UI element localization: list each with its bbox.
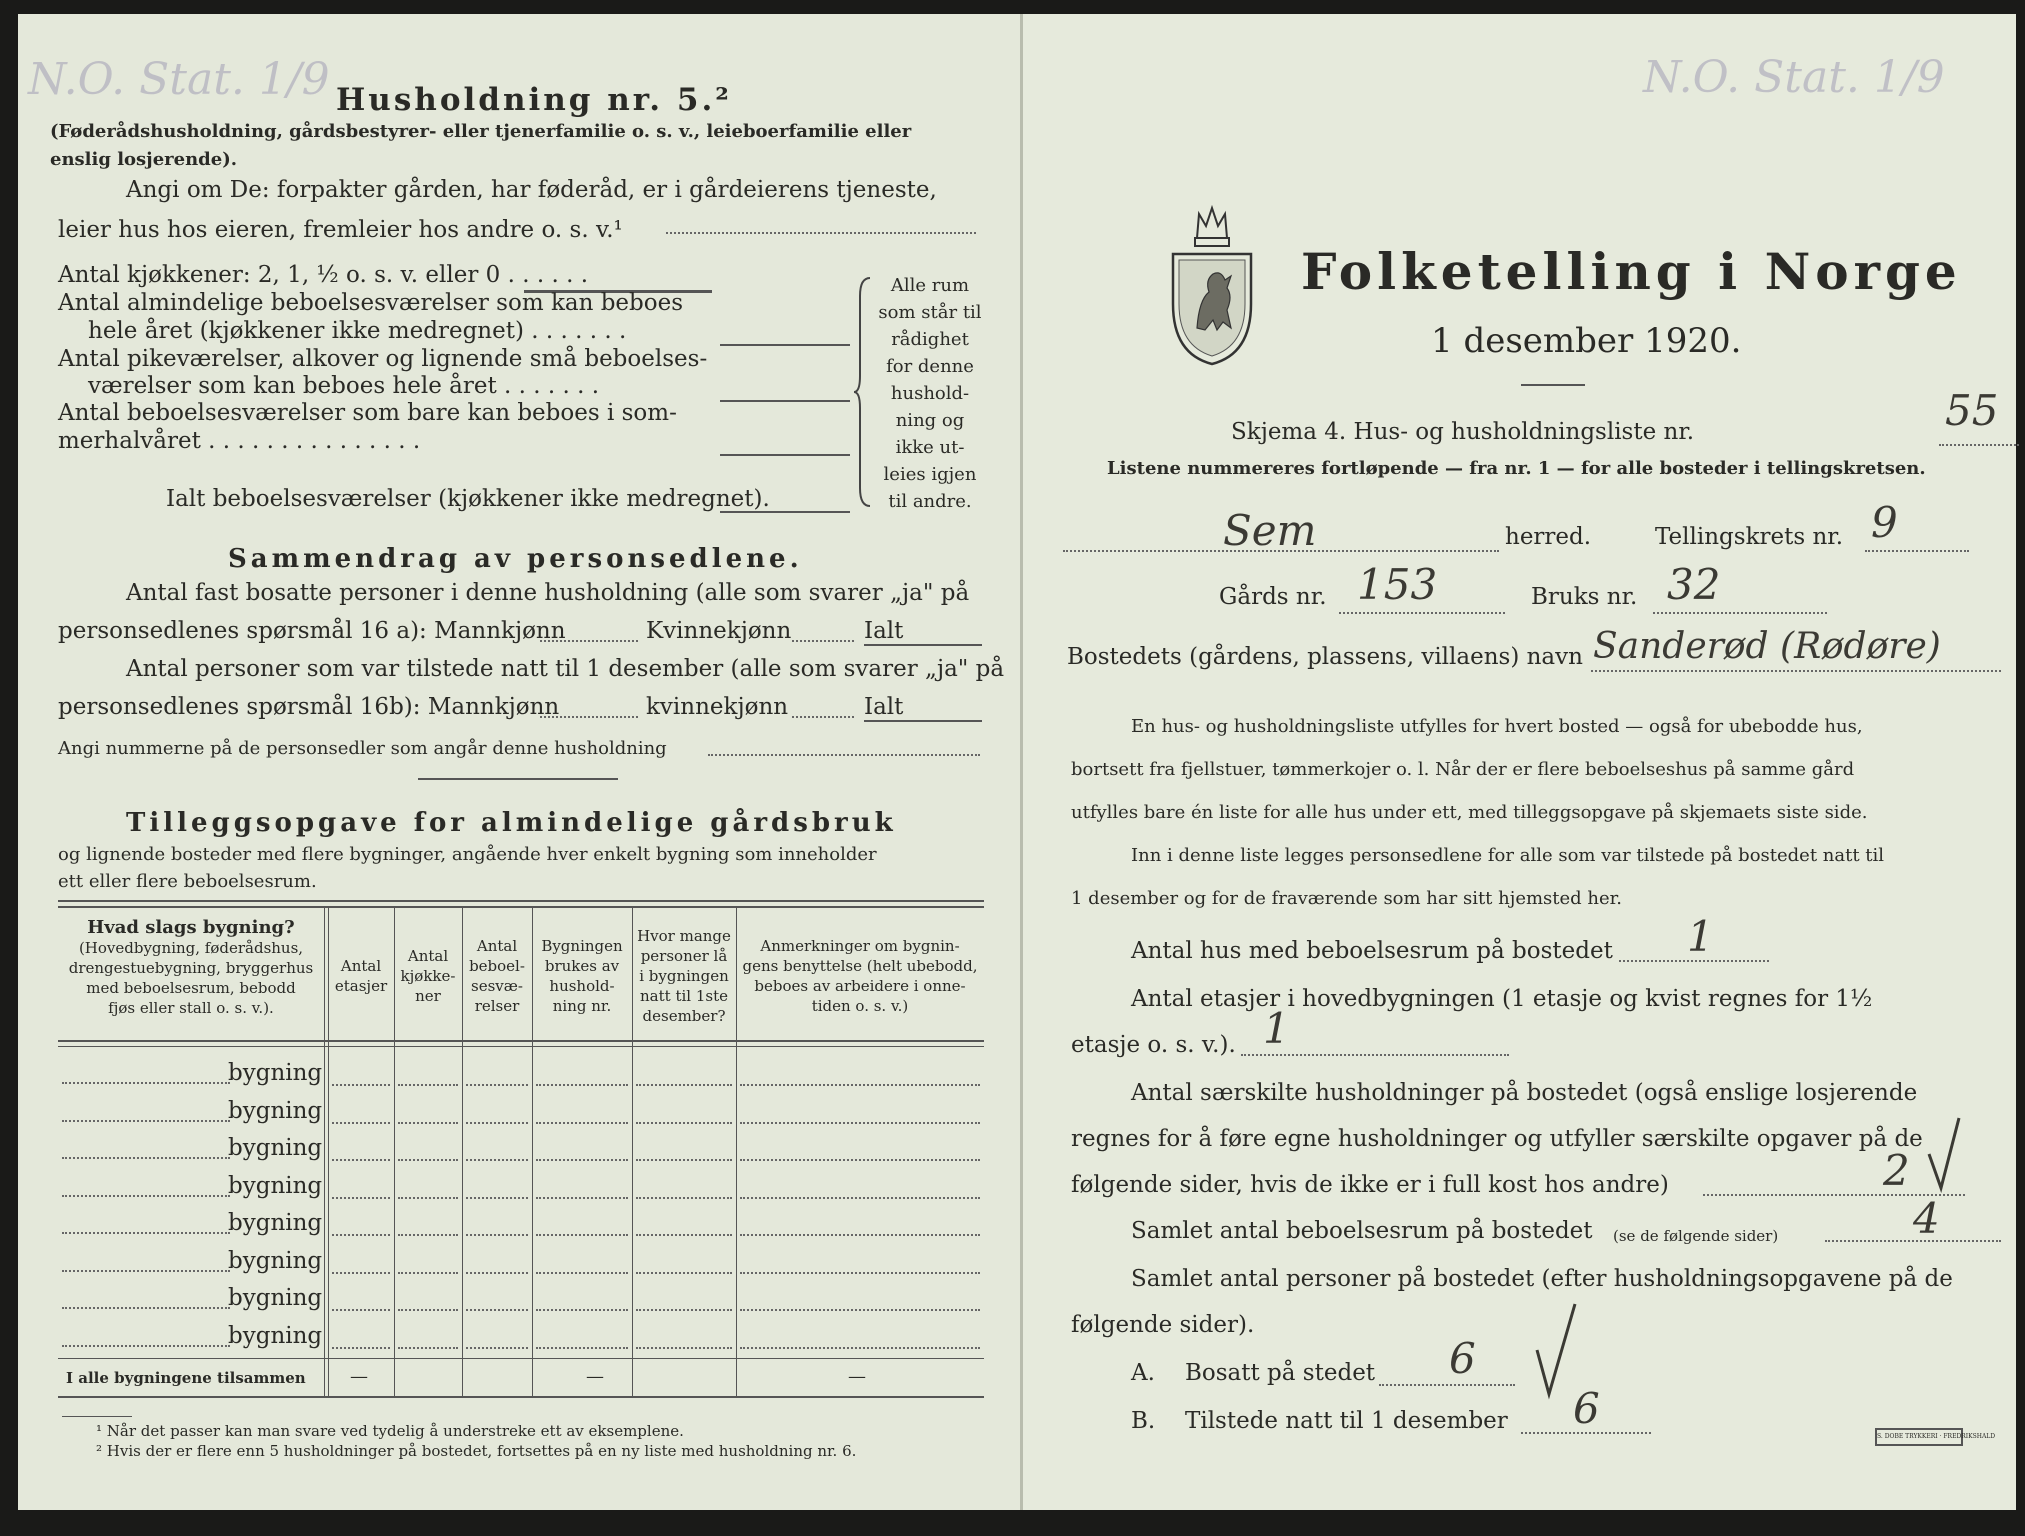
total-dash-husholdning: — [586, 1366, 604, 1387]
sammendrag-title: Sammendrag av personsedlene. [228, 544, 803, 574]
table-cell-line [740, 1309, 980, 1311]
gards-line [1339, 612, 1505, 614]
sommer-label-2: merhalvåret . . . . . . . . . . . . . . . [58, 428, 421, 454]
tilstede-line [1521, 1432, 1651, 1434]
census-title: Folketelling i Norge [1301, 242, 1962, 301]
etasjer-value: 1 [1263, 1004, 1290, 1053]
table-top-rule-2 [58, 906, 984, 908]
table-cell-line [740, 1084, 980, 1086]
skjema-label: Skjema 4. Hus- og husholdningsliste nr. [1231, 419, 1695, 445]
table-cell-line [398, 1272, 458, 1274]
pike-label-2: værelser som kan beboes hele året . . . . . . . [88, 373, 600, 399]
census-date: 1 desember 1920. [1431, 321, 1742, 361]
instructions-3: utfylles bare én liste for alle hus under ett, med tilleggsopgave på skjemaets siste side. [1071, 802, 1868, 823]
bygning-name-field [62, 1270, 230, 1272]
col-header-personer: Hvor mange personer lå i bygningen natt til 1ste desember? [637, 927, 731, 1025]
table-cell-line [466, 1122, 528, 1124]
table-cell-line [636, 1347, 732, 1349]
bygning-name-field [62, 1232, 230, 1234]
table-cell-line [636, 1159, 732, 1161]
beboelse-label-1: Antal almindelige beboelsesværelser som kan beboes [58, 290, 684, 316]
table-cell-line [740, 1272, 980, 1274]
bosatt-line [1379, 1384, 1515, 1386]
hus-label: Antal hus med beboelsesrum på bostedet [1131, 938, 1613, 964]
etasjer-label-1: Antal etasjer i hovedbygningen (1 etasje og kvist regnes for 1½ [1131, 986, 1873, 1012]
instructions-1: En hus- og husholdningsliste utfylles for hvert bosted — også for ubebodde hus, [1131, 716, 1863, 737]
printer-stamp: S. DOBE TRYKKERI · FREDRIKSHALD [1875, 1428, 1963, 1446]
fast-ialt-field [864, 644, 982, 646]
table-cell-line [332, 1309, 390, 1311]
listene-note: Listene nummereres fortløpende — fra nr. 1 — for alle bosteder i tellingskretsen. [1107, 458, 1926, 479]
fast-kvinne-label: Kvinnekjønn [646, 618, 792, 644]
total-rule [58, 1358, 984, 1359]
table-cell-line [536, 1234, 628, 1236]
tilstede-line-1: Antal personer som var tilstede natt til 1 desember (alle som svarer „ja" på [126, 656, 1005, 682]
col-header-bygning: Hvad slags bygning? (Hovedbygning, føderådshus, drengestuebygning, bryggerhus med beboelsesrum, bebodd fjøs eller stall o. s. v.). [68, 917, 314, 1017]
tilstede-kvinne-label: kvinnekjønn [646, 694, 789, 720]
angi-nummer-label: Angi nummerne på de personsedler som angår denne husholdning [58, 738, 667, 759]
table-cell-line [466, 1159, 528, 1161]
table-cell-line [466, 1234, 528, 1236]
faint-handwritten-mark: N.O. Stat. 1/9 [28, 54, 330, 105]
table-cell-line [536, 1122, 628, 1124]
bygning-name-field [62, 1195, 230, 1197]
col-header-anmerkninger: Anmerkninger om bygnin- gens benyttelse (helt ubebodd, beboes av arbeidere i onne- tiden o. s. v.) [742, 937, 978, 1015]
table-cell-line [332, 1272, 390, 1274]
etasjer-label-2: etasje o. s. v.). [1071, 1032, 1236, 1058]
instructions-4: Inn i denne liste legges personsedlene for alle som var tilstede på bostedet natt til [1131, 845, 1885, 866]
bosatt-value: 6 [1449, 1334, 1476, 1383]
bruks-label: Bruks nr. [1531, 584, 1638, 610]
ialt-answer-line [720, 511, 850, 513]
table-cell-line [740, 1234, 980, 1236]
total-dash-anmerkninger: — [848, 1366, 866, 1387]
bygning-name-field [62, 1307, 230, 1309]
tilstede-mann-field [540, 716, 638, 718]
table-cell-line [740, 1197, 980, 1199]
gards-label: Gårds nr. [1219, 584, 1327, 610]
norwegian-coat-of-arms-icon [1169, 204, 1255, 368]
table-cell-line [398, 1197, 458, 1199]
table-cell-line [636, 1122, 732, 1124]
samlet-personer-label-2: følgende sider). [1071, 1312, 1255, 1338]
tellingskrets-label: Tellingskrets nr. [1655, 524, 1844, 550]
title-rule [1521, 384, 1585, 386]
angi-nummer-field [708, 754, 980, 756]
total-dash-etasjer: — [350, 1366, 368, 1387]
table-cell-line [332, 1084, 390, 1086]
col-header-kjokkener: Antal kjøkke- ner [400, 947, 456, 1005]
table-cell-line [398, 1122, 458, 1124]
bygning-label: bygning [228, 1322, 323, 1349]
bosted-label: Bostedets (gårdens, plassens, villaens) navn [1067, 644, 1583, 670]
tilstede-value: 6 [1573, 1384, 1600, 1433]
gards-value: 153 [1357, 560, 1438, 609]
instructions-5: 1 desember og for de fraværende som har sitt hjemsted her. [1071, 888, 1622, 909]
bygning-label: bygning [228, 1097, 323, 1124]
bygning-label: bygning [228, 1247, 323, 1274]
brace-icon [854, 276, 874, 508]
skjema-number: 55 [1945, 386, 1999, 435]
saerskilte-label-3: følgende sider, hvis de ikke er i full kost hos andre) [1071, 1172, 1669, 1198]
table-cell-line [536, 1159, 628, 1161]
col-header-beboelse: Antal beboel- sesvæ- relser [469, 937, 525, 1015]
bygning-label: bygning [228, 1285, 323, 1311]
herred-label: herred. [1505, 524, 1592, 550]
bygning-label: bygning [228, 1135, 323, 1161]
hus-value: 1 [1687, 912, 1714, 961]
bygning-name-field [62, 1345, 230, 1347]
samlet-rum-value: 4 [1913, 1194, 1940, 1243]
samlet-personer-label-1: Samlet antal personer på bostedet (efter husholdningsopgavene på de [1131, 1266, 1953, 1292]
footnote-2: ² Hvis der er flere enn 5 husholdninger på bostedet, fortsettes på en ny liste med husholdning nr. 6. [96, 1442, 857, 1460]
hus-line [1619, 960, 1769, 962]
table-top-rule [58, 900, 984, 902]
table-cell-line [332, 1159, 390, 1161]
col-header-etasjer: Antal etasjer [334, 957, 388, 995]
fast-ialt-label: Ialt [864, 618, 904, 644]
table-cell-line [332, 1234, 390, 1236]
bygning-name-field [62, 1082, 230, 1084]
bosted-value: Sanderød (Rødøre) [1593, 626, 1941, 667]
checkmark-icon [1923, 1114, 1963, 1194]
saerskilte-label-2: regnes for å føre egne husholdninger og utfyller særskilte opgaver på de [1071, 1126, 1923, 1152]
tilstede-label: Tilstede natt til 1 desember [1185, 1408, 1508, 1434]
pike-answer-line [720, 400, 850, 402]
tillegg-title: Tilleggsopgave for almindelige gårdsbruk [126, 808, 897, 838]
right-page [1023, 14, 2016, 1510]
tellingskrets-value: 9 [1871, 498, 1898, 547]
table-bottom-rule [58, 1396, 984, 1398]
table-cell-line [398, 1347, 458, 1349]
tellingskrets-line [1865, 550, 1969, 552]
table-cell-line [466, 1084, 528, 1086]
table-cell-line [636, 1234, 732, 1236]
table-cell-line [398, 1084, 458, 1086]
bygning-name-field [62, 1157, 230, 1159]
beboelse-answer-line [720, 344, 850, 346]
left-page [18, 14, 1023, 1510]
samlet-rum-label: Samlet antal beboelsesrum på bostedet [1131, 1218, 1593, 1244]
tillegg-line-1: og lignende bosteder med flere bygninger, angående hver enkelt bygning som inneholder [58, 844, 877, 865]
bygning-label: bygning [228, 1210, 323, 1236]
total-label: I alle bygningene tilsammen [66, 1369, 306, 1387]
household-subtitle-2: enslig losjerende). [50, 149, 237, 170]
table-header-rule-2 [58, 1046, 984, 1047]
sommer-answer-line [720, 454, 850, 456]
bruks-line [1653, 612, 1827, 614]
herred-value: Sem [1223, 506, 1317, 555]
table-cell-line [332, 1122, 390, 1124]
tilstede-letter: B. [1131, 1408, 1156, 1434]
table-cell-line [740, 1347, 980, 1349]
fast-mann-field [540, 640, 638, 642]
table-cell-line [636, 1272, 732, 1274]
tillegg-line-2: ett eller flere beboelsesrum. [58, 871, 317, 892]
footnote-1: ¹ Når det passer kan man svare ved tydelig å understreke ett av eksemplene. [96, 1422, 684, 1440]
table-cell-line [636, 1309, 732, 1311]
etasjer-line [1241, 1054, 1509, 1056]
table-cell-line [332, 1197, 390, 1199]
table-cell-line [536, 1272, 628, 1274]
tilstede-line-2: personsedlenes spørsmål 16b): Mannkjønn [58, 694, 560, 720]
table-cell-line [398, 1234, 458, 1236]
col-divider [324, 908, 325, 1396]
table-cell-line [636, 1084, 732, 1086]
bosted-line [1591, 670, 2001, 672]
instructions-2: bortsett fra fjellstuer, tømmerkojer o. l. Når der er flere beboelseshus på samme gård [1071, 759, 1855, 780]
section-divider [418, 778, 618, 780]
fast-line-2: personsedlenes spørsmål 16 a): Mannkjønn [58, 618, 566, 644]
beboelse-label-2: hele året (kjøkkener ikke medregnet) . . . . . . . [88, 318, 627, 344]
bygning-name-field [62, 1120, 230, 1122]
table-cell-line [636, 1197, 732, 1199]
faint-handwritten-mark: N.O. Stat. 1/9 [1643, 52, 1945, 103]
footnote-rule [62, 1416, 132, 1417]
brace-note: Alle rum som står til rådighet for denne hushold- ning og ikke ut- leies igjen til andre. [878, 275, 982, 512]
saerskilte-value: 2 [1883, 1146, 1910, 1195]
table-header-rule [58, 1040, 984, 1042]
col-header-husholdning: Bygningen brukes av hushold- ning nr. [541, 937, 623, 1015]
table-cell-line [466, 1347, 528, 1349]
bosatt-label: Bosatt på stedet [1185, 1360, 1376, 1386]
angi-line-2: leier hus hos eieren, fremleier hos andre o. s. v.¹ [58, 217, 623, 243]
tilstede-ialt-field [864, 720, 982, 722]
household-title: Husholdning nr. 5.² [336, 82, 732, 118]
table-cell-line [740, 1122, 980, 1124]
saerskilte-label-1: Antal særskilte husholdninger på bostedet (også enslige losjerende [1131, 1080, 1918, 1106]
table-cell-line [536, 1197, 628, 1199]
table-cell-line [398, 1309, 458, 1311]
table-cell-line [536, 1347, 628, 1349]
table-cell-line [466, 1272, 528, 1274]
ialt-label: Ialt beboelsesværelser (kjøkkener ikke medregnet). [166, 486, 770, 512]
angi-line-1: Angi om De: forpakter gården, har føderåd, er i gårdeierens tjeneste, [126, 177, 937, 203]
household-subtitle: (Føderådshusholdning, gårdsbestyrer- eller tjenerfamilie o. s. v., leieboerfamilie eller [50, 121, 912, 142]
table-cell-line [332, 1347, 390, 1349]
table-cell-line [740, 1159, 980, 1161]
bygning-label: bygning [228, 1172, 323, 1199]
fast-kvinne-field [792, 640, 854, 642]
table-cell-line [466, 1197, 528, 1199]
sommer-label-1: Antal beboelsesværelser som bare kan beboes i som- [58, 400, 677, 426]
bygning-label: bygning [228, 1060, 323, 1086]
fast-line-1: Antal fast bosatte personer i denne husholdning (alle som svarer „ja" på [126, 580, 970, 606]
pike-label-1: Antal pikeværelser, alkover og lignende små beboelses- [58, 346, 708, 372]
kjokkener-label: Antal kjøkkener: 2, 1, ½ o. s. v. eller 0 . . . . . . [58, 262, 589, 288]
table-cell-line [466, 1309, 528, 1311]
samlet-rum-note: (se de følgende sider) [1613, 1227, 1779, 1245]
bosatt-letter: A. [1131, 1360, 1155, 1386]
herred-line [1063, 550, 1499, 552]
table-cell-line [398, 1159, 458, 1161]
bruks-value: 32 [1667, 560, 1721, 609]
angi-answer-line [666, 232, 976, 234]
table-cell-line [536, 1309, 628, 1311]
tilstede-ialt-label: Ialt [864, 694, 904, 720]
document-spread [18, 14, 2016, 1510]
tilstede-kvinne-field [792, 716, 854, 718]
table-cell-line [536, 1084, 628, 1086]
skjema-number-line [1939, 444, 2019, 446]
